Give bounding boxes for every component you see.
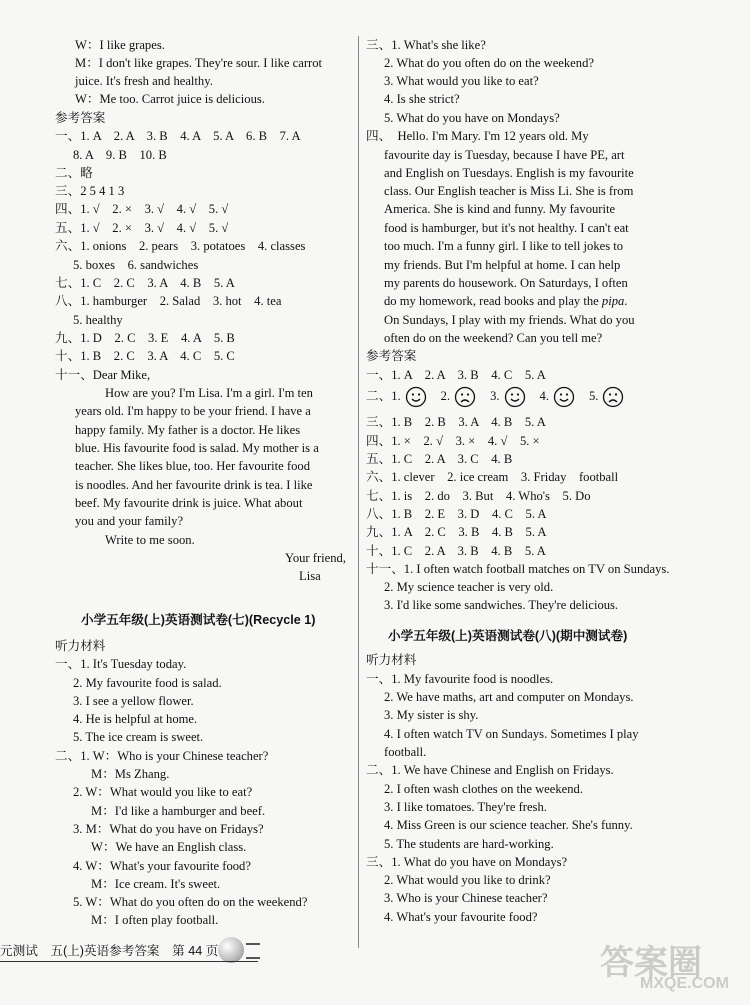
right-listen-line-8: 3. I like tomatoes. They're fresh. [384, 800, 547, 814]
right-line-7: and English on Tuesdays. English is my favourite [384, 166, 634, 180]
right-listen-line-2: 2. We have maths, art and computer on Mondays. [384, 690, 634, 704]
left-line-7: 二、略 [55, 166, 93, 180]
right-listen-line-13: 3. Who is your Chinese teacher? [384, 891, 548, 905]
face-number-2: 2. [440, 389, 451, 403]
right-b-line-1: 四、1. × 2. √ 3. × 4. √ 5. × [366, 434, 540, 448]
left-line-4: 参考答案 [55, 111, 106, 125]
left-line-22: blue. His favourite food is salad. My mother is a [75, 441, 319, 455]
right-listen-line-14: 4. What's your favourite food? [384, 910, 538, 924]
left-listen-line-1: 一、1. It's Tuesday today. [55, 657, 187, 671]
left-line-19: How are you? I'm Lisa. I'm a girl. I'm ten [105, 386, 313, 400]
right-b-line-5: 八、1. B 2. E 3. D 4. C 5. A [366, 507, 547, 521]
right-listen-line-1: 一、1. My favourite food is noodles. [366, 672, 554, 686]
right-line-10: food is hamburger, but it's not healthy. I can't eat [384, 221, 629, 235]
right-line-18: 一、1. A 2. A 3. B 4. C 5. A [366, 368, 546, 382]
footer-ball-icon [218, 937, 244, 963]
face-number-4: 4. [539, 389, 549, 403]
left-line-13: 七、1. C 2. C 3. A 4. B 5. A [55, 276, 235, 290]
left-line-17: 十、1. B 2. C 3. A 4. C 5. C [55, 349, 235, 363]
right-b-line-9: 2. My science teacher is very old. [384, 580, 554, 594]
right-line-6: favourite day is Tuesday, because I have PE, art [384, 148, 625, 162]
right-line-13: my parents do housework. On Saturdays, I often [384, 276, 628, 290]
happy-face-icon [504, 386, 526, 408]
left-line-21: happy family. My father is a doctor. He likes [75, 423, 301, 437]
left-line-20: years old. I'm happy to be your friend. I have a [75, 404, 311, 418]
left-line-5: 一、1. A 2. A 3. B 4. A 5. A 6. B 7. A [55, 129, 301, 143]
faces-prefix: 二、 [366, 389, 392, 403]
watermark-logo: 答案圈 [600, 944, 702, 982]
left-line-28: Your friend, [285, 551, 346, 565]
right-b-line-0: 三、1. B 2. B 3. A 4. B 5. A [366, 415, 546, 429]
right-b-line-2: 五、1. C 2. A 3. C 4. B [366, 452, 513, 466]
right-b-line-3: 六、1. clever 2. ice cream 3. Friday football [366, 470, 619, 484]
left-line-14: 八、1. hamburger 2. Salad 3. hot 4. tea [55, 294, 282, 308]
left-line-11: 六、1. onions 2. pears 3. potatoes 4. classes [55, 239, 306, 253]
left-listen-line-5: 5. The ice cream is sweet. [73, 730, 204, 744]
face-number-1: 1. [391, 389, 401, 403]
left-line-1: M：I don't like grapes. They're sour. I like carrot [75, 56, 323, 70]
section-title-7: 小学五年级(上)英语测试卷(七)(Recycle 1) [81, 613, 316, 627]
right-listen-line-12: 2. What would you like to drink? [384, 873, 551, 887]
left-listen-line-3: 3. I see a yellow flower. [73, 694, 194, 708]
sad-face-icon [602, 386, 624, 408]
page-footer [0, 940, 300, 962]
left-listen-line-9: M：I'd like a hamburger and beef. [91, 804, 266, 818]
happy-face-icon [553, 386, 575, 408]
right-line-17: 参考答案 [366, 349, 417, 363]
left-line-0: W：I like grapes. [75, 38, 165, 52]
right-b-line-4: 七、1. is 2. do 3. But 4. Who's 5. Do [366, 489, 591, 503]
left-line-29: Lisa [299, 569, 321, 583]
left-line-18: 十一、Dear Mike, [55, 368, 151, 382]
left-line-9: 四、1. √ 2. × 3. √ 4. √ 5. √ [55, 202, 229, 216]
left-line-3: W：Me too. Carrot juice is delicious. [75, 92, 265, 106]
right-listen-line-11: 三、1. What do you have on Mondays? [366, 855, 568, 869]
face-number-5: 5. [589, 389, 599, 403]
footer-deco-icon [246, 943, 260, 959]
right-listen-line-4: 4. I often watch TV on Sundays. Sometimes I play [384, 727, 639, 741]
right-line-4: 5. What do you have on Mondays? [384, 111, 560, 125]
left-line-15: 5. healthy [73, 313, 123, 327]
left-line-12: 5. boxes 6. sandwiches [73, 258, 199, 272]
left-line-25: beef. My favourite drink is juice. What about [75, 496, 303, 510]
left-listen-line-7: M：Ms Zhang. [91, 767, 170, 781]
right-line-16: often do on the weekend? Can you tell me? [384, 331, 603, 345]
right-line-2: 3. What would you like to eat? [384, 74, 539, 88]
left-listen-line-2: 2. My favourite food is salad. [73, 676, 222, 690]
left-listen-line-0: 听力材料 [55, 639, 106, 653]
left-line-27: Write to me soon. [105, 533, 195, 547]
right-line-15: On Sundays, I play with my friends. What do you [384, 313, 635, 327]
right-line-0: 三、1. What's she like? [366, 38, 486, 52]
face-number-3: 3. [490, 389, 500, 403]
right-b-line-10: 3. I'd like some sandwiches. They're delicious. [384, 598, 619, 612]
left-line-6: 8. A 9. B 10. B [73, 148, 167, 162]
left-line-10: 五、1. √ 2. × 3. √ 4. √ 5. √ [55, 221, 229, 235]
left-listen-line-11: W：We have an English class. [91, 840, 247, 854]
right-listen-line-5: football. [384, 745, 427, 759]
left-line-8: 三、2 5 4 1 3 [55, 184, 125, 198]
right-listen-line-0: 听力材料 [366, 653, 417, 667]
column-divider [358, 36, 359, 948]
right-listen-line-10: 5. The students are hard-working. [384, 837, 554, 851]
happy-face-icon [405, 386, 427, 408]
right-b-line-6: 九、1. A 2. C 3. B 4. B 5. A [366, 525, 547, 539]
sad-face-icon [454, 386, 476, 408]
faces-row [366, 384, 624, 408]
right-line-12: my friends. But I'm helpful at home. I can help [384, 258, 621, 272]
watermark-url: MXQE.COM [640, 975, 729, 992]
right-line-8: class. Our English teacher is Miss Li. She is from [384, 184, 634, 198]
right-line-3: 4. Is she strict? [384, 92, 460, 106]
left-listen-line-8: 2. W：What would you like to eat? [73, 785, 253, 799]
left-line-2: juice. It's fresh and healthy. [75, 74, 213, 88]
left-listen-line-10: 3. M：What do you have on Fridays? [73, 822, 264, 836]
left-listen-line-4: 4. He is helpful at home. [73, 712, 198, 726]
left-listen-line-15: M：I often play football. [91, 913, 219, 927]
footer-text: 元测试 五(上)英语参考答案 第 44 页 [0, 944, 219, 958]
footer-rule [0, 961, 258, 962]
right-listen-line-7: 2. I often wash clothes on the weekend. [384, 782, 583, 796]
left-line-23: teacher. She likes blue, too. Her favourite food [75, 459, 311, 473]
right-b-line-7: 十、1. C 2. A 3. B 4. B 5. A [366, 544, 546, 558]
left-listen-line-6: 二、1. W：Who is your Chinese teacher? [55, 749, 269, 763]
left-listen-line-13: M：Ice cream. It's sweet. [91, 877, 221, 891]
left-listen-line-12: 4. W：What's your favourite food? [73, 859, 251, 873]
right-line-9: America. She is kind and funny. My favourite [384, 202, 616, 216]
section-title-8: 小学五年级(上)英语测试卷(八)(期中测试卷) [388, 629, 628, 643]
left-line-26: you and your family? [75, 514, 184, 528]
right-listen-line-6: 二、1. We have Chinese and English on Fridays. [366, 763, 614, 777]
left-line-24: is noodles. And her favourite drink is tea. I like [75, 478, 313, 492]
left-line-16: 九、1. D 2. C 3. E 4. A 5. B [55, 331, 235, 345]
right-line-14: do my homework, read books and play the pipa. [384, 294, 628, 308]
right-line-1: 2. What do you often do on the weekend? [384, 56, 594, 70]
left-listen-line-14: 5. W：What do you often do on the weekend? [73, 895, 308, 909]
right-b-line-8: 十一、1. I often watch football matches on TV on Sundays. [366, 562, 670, 576]
right-line-5: 四、 Hello. I'm Mary. I'm 12 years old. My [366, 129, 589, 143]
right-listen-line-9: 4. Miss Green is our science teacher. She's funny. [384, 818, 633, 832]
right-line-11: too much. I'm a funny girl. I like to tell jokes to [384, 239, 624, 253]
right-listen-line-3: 3. My sister is shy. [384, 708, 479, 722]
